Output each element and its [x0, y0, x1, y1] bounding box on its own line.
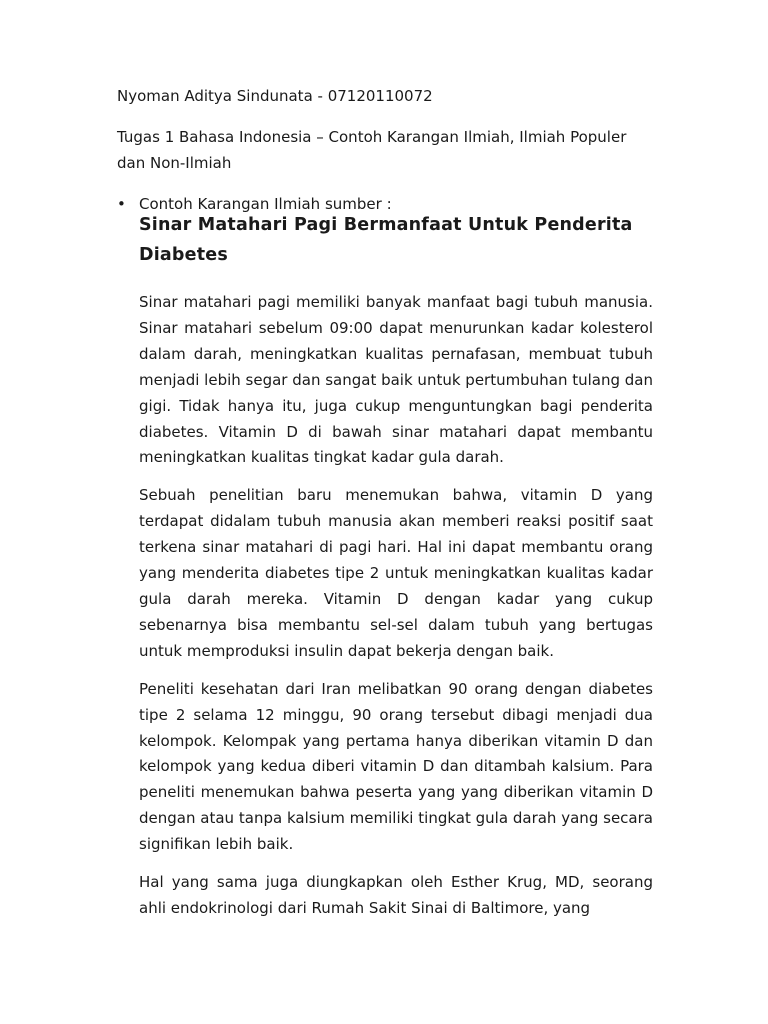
article-paragraph-4: Hal yang sama juga diungkapkan oleh Esther Krug, MD, seorang ahli endokrinologi dari Rumah Sakit Sinai di Baltimore, yang: [139, 873, 653, 917]
article-paragraph-3: Peneliti kesehatan dari Iran melibatkan 90 orang dengan diabetes tipe 2 selama 12 minggu, 90 orang tersebut dibagi menjadi dua kelompok. Kelompak yang pertama hanya diberikan vitamin D dan kelompok yang kedua diberi vitamin D dan ditambah kalsium. Para peneliti menemukan bahwa peserta yang yang diberikan vitamin D dengan atau tanpa kalsium memiliki tingkat gula darah yang secara signifikan lebih baik.: [139, 679, 653, 854]
article-body: [139, 210, 653, 922]
article-paragraph-1: Sinar matahari pagi memiliki banyak manfaat bagi tubuh manusia. Sinar matahari sebelum 09:00 dapat menurunkan kadar kolesterol dalam darah, meningkatkan kualitas pernafasan, membuat tubuh menjadi lebih segar dan sangat baik untuk pertumbuhan tulang dan gigi. Tidak hanya itu, juga cukup menguntungkan bagi penderita diabetes. Vitamin D di bawah sinar matahari dapat membantu meningkatkan kualitas tingkat kadar gula darah.: [139, 293, 653, 467]
bullet-marker: •: [117, 195, 126, 213]
article-title: Sinar Matahari Pagi Bermanfaat Untuk Penderita Diabetes: [139, 215, 633, 265]
bullet-text: Contoh Karangan Ilmiah sumber :: [139, 195, 392, 213]
assignment-title: Tugas 1 Bahasa Indonesia – Contoh Karangan Ilmiah, Ilmiah Populer dan Non-Ilmiah: [117, 128, 627, 172]
author-line: Nyoman Aditya Sindunata - 07120110072: [117, 87, 433, 105]
article-paragraph-2: Sebuah penelitian baru menemukan bahwa, vitamin D yang terdapat didalam tubuh manusia akan memberi reaksi positif saat terkena sinar matahari di pagi hari. Hal ini dapat membantu orang yang menderita diabetes tipe 2 untuk meningkatkan kualitas kadar gula darah mereka. Vitamin D dengan kadar yang cukup sebenarnya bisa membantu sel-sel dalam tubuh yang bertugas untuk memproduksi insulin dapat bekerja dengan baik.: [139, 486, 653, 660]
